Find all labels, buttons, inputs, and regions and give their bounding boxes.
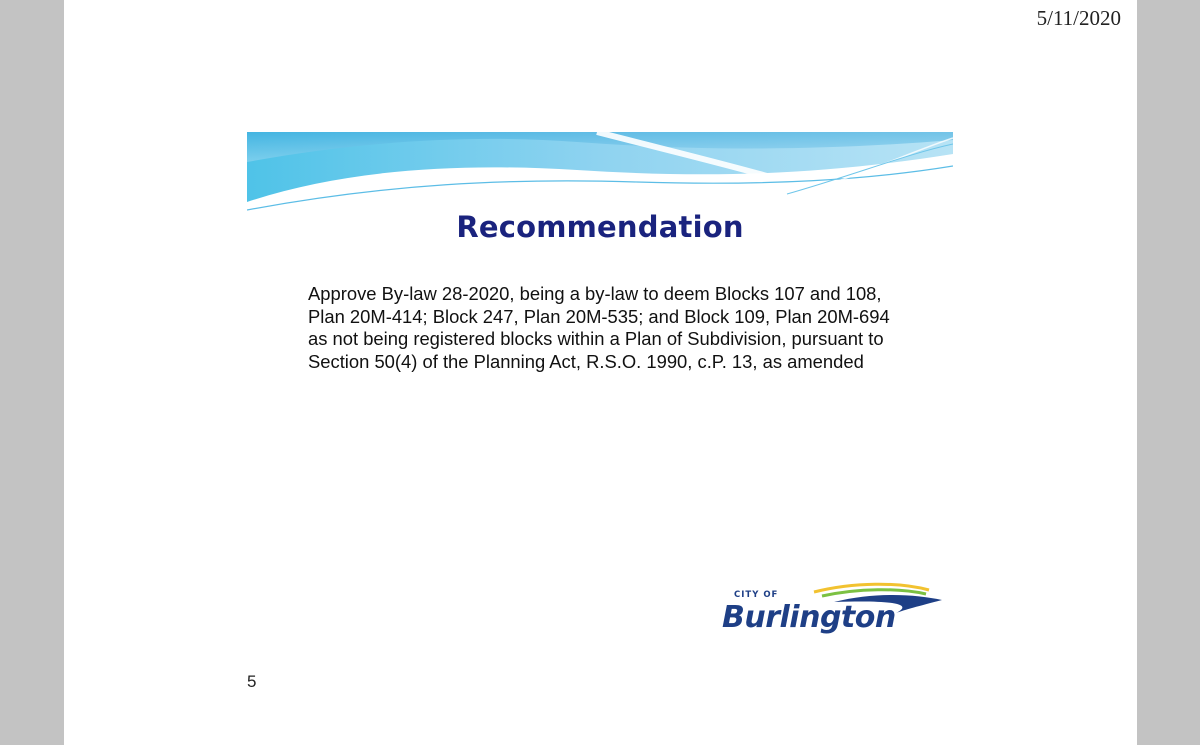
slide-body-text: Approve By-law 28-2020, being a by-law to deem Blocks 107 and 108, Plan 20M-414; Block 247, Plan 20M-535; and Block 109, Plan 20M-694 as not being registered blocks within a Plan of Subdivision, pursuant to Section 50(4) of the Planning Act, R.S.O. 1990, c.P. 13, as amended [308,283,890,372]
wave-banner-graphic [247,132,953,212]
slide-title: Recommendation [456,210,744,244]
document-page [64,0,1137,745]
logo-city-of-text: CITY OF [734,590,779,600]
print-date: 5/11/2020 [1036,6,1121,30]
page-number: 5 [247,672,257,691]
city-of-burlington-logo [714,580,944,646]
logo-wordmark: Burlington [722,600,896,635]
